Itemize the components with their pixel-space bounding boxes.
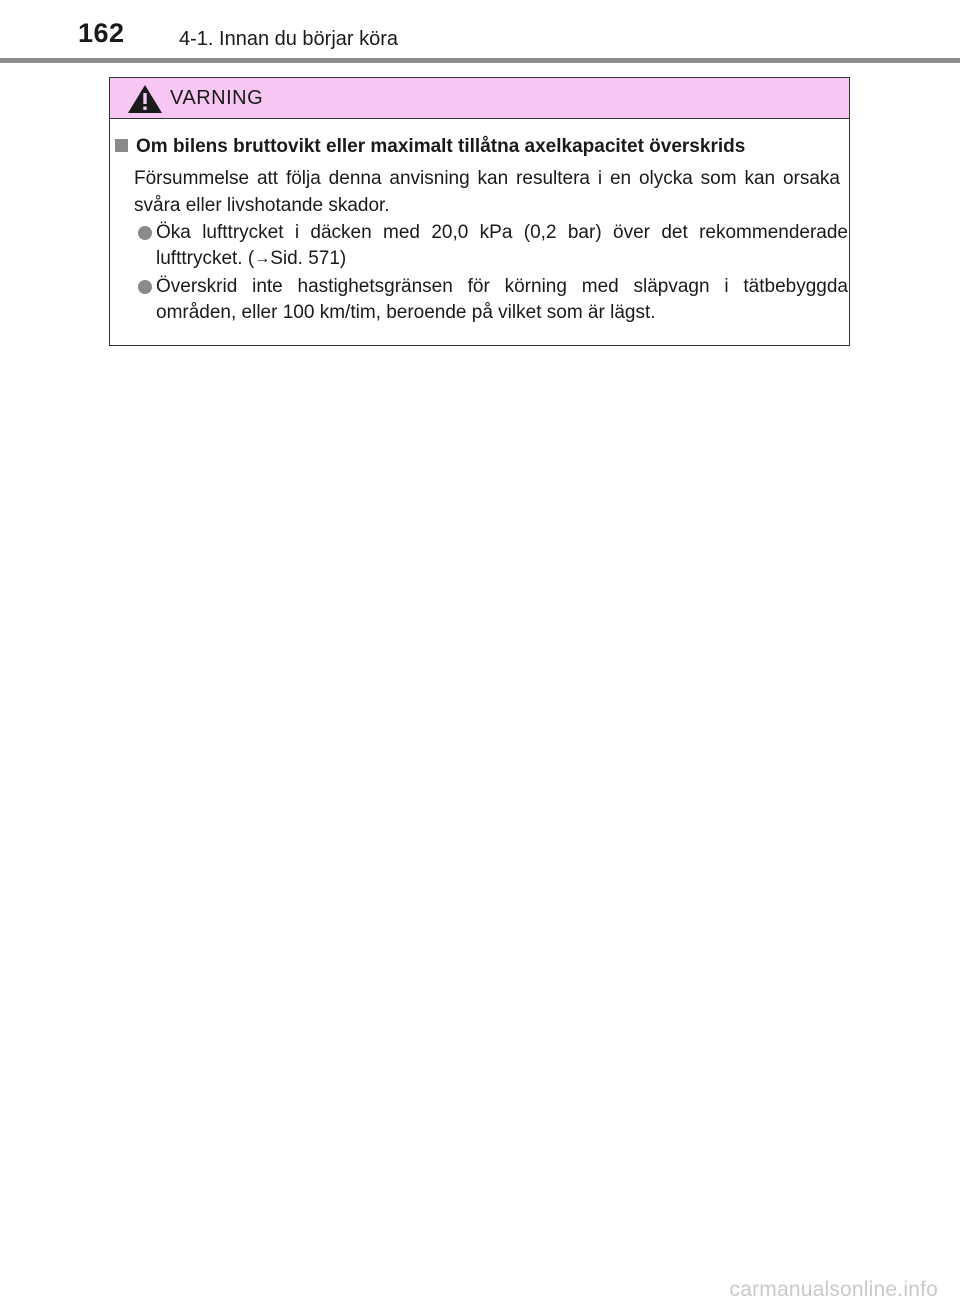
watermark: carmanualsonline.info: [729, 1278, 938, 1301]
warning-header: [110, 78, 849, 119]
list-item-text: Överskrid inte hastighetsgränsen för körning med släpvagn i tätbebyggda områden, eller 100 km/tim, beroende på vilket som är lägst.: [156, 276, 848, 323]
arrow-right-icon: →: [254, 250, 271, 267]
round-bullet-icon: [138, 226, 152, 240]
list-item: [134, 274, 848, 326]
warning-subheading: [115, 136, 745, 158]
warning-triangle-icon: [127, 84, 163, 114]
round-bullet-icon: [138, 280, 152, 294]
header-divider: [0, 58, 960, 63]
warning-label: VARNING: [170, 87, 264, 109]
section-title: 4-1. Innan du börjar köra: [179, 28, 399, 50]
warning-box: [109, 77, 850, 346]
list-item-text-part: Öka lufttrycket i däcken med 20,0 kPa (0,2 bar) över det rekommenderade lufttrycket. (: [156, 222, 848, 269]
page-header: [0, 0, 960, 66]
list-item-text: [134, 220, 848, 272]
list-item: [134, 220, 848, 272]
warning-subheading-text: Om bilens bruttovikt eller maximalt tillåtna axelkapacitet överskrids: [136, 136, 746, 157]
page-number: 162: [78, 18, 125, 48]
warning-paragraph: Försummelse att följa denna anvisning kan resultera i en olycka som kan orsaka svåra eller livshotande skador.: [134, 168, 840, 216]
square-bullet-icon: [115, 139, 128, 152]
page-reference: Sid. 571): [270, 248, 347, 269]
